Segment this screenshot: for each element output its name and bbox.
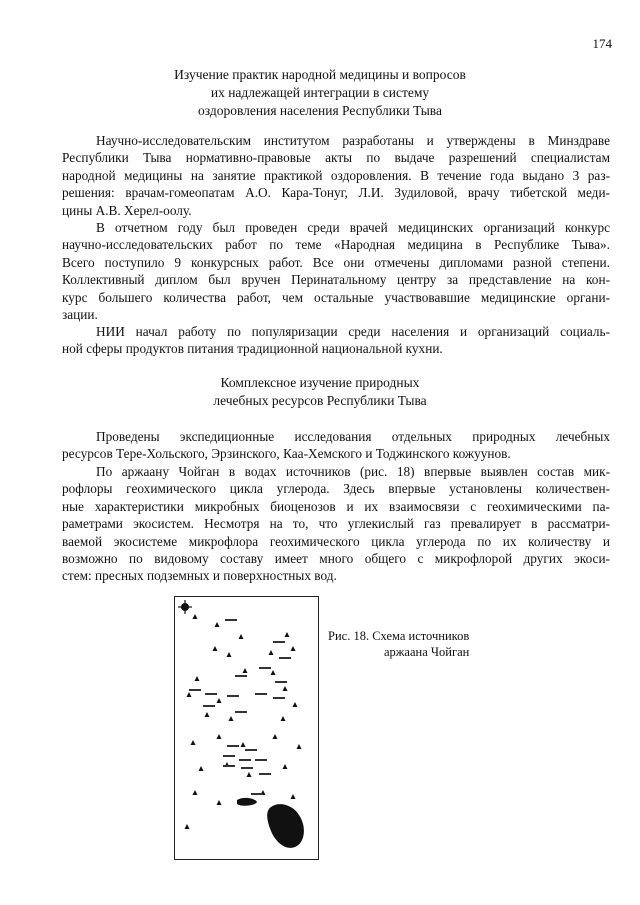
- figure-caption: [328, 628, 469, 660]
- tree-icon: [283, 764, 288, 769]
- paragraph-expeditions: [62, 428, 610, 463]
- text-line: Коллективный диплом был вручен Перинатальному центру за представление на кон-: [62, 272, 610, 288]
- tree-icon: [243, 668, 248, 673]
- tree-icon: [239, 634, 244, 639]
- tree-icon: [195, 676, 200, 681]
- section-title-line: Комплексное изучение природных: [220, 375, 420, 390]
- paragraph-contest: [62, 219, 610, 323]
- spring-label-mark: [227, 695, 239, 697]
- spring-label-mark: [273, 641, 285, 643]
- text-line: Проведены экспедиционные исследования отдельных природных лечебных: [96, 429, 610, 444]
- text-line: Всего поступило 9 конкурсных работ. Все они отмечены дипломами разной степени.: [62, 254, 610, 270]
- tree-icon: [271, 670, 276, 675]
- section-title-line: оздоровления населения Республики Тыва: [198, 103, 442, 118]
- tree-icon: [229, 716, 234, 721]
- section-title-2: [0, 374, 640, 410]
- tree-icon: [185, 824, 190, 829]
- spring-label-mark: [235, 711, 247, 713]
- text-line: раметрами экосистем. Несмотря на то, что углекислый газ превалирует в рассматри-: [62, 516, 610, 532]
- tree-icon: [285, 632, 290, 637]
- tree-icon: [291, 646, 296, 651]
- spring-label-mark: [279, 657, 291, 659]
- text-line: ваемой экосистеме микрофлора геохимического цикла углерода по их количеству и: [62, 533, 610, 549]
- caption-line: аржаана Чойган: [384, 645, 470, 659]
- text-line: зации.: [62, 307, 98, 323]
- springs-map-figure: [174, 596, 319, 860]
- spring-label-mark: [225, 619, 237, 621]
- text-line: В отчетном году был проведен среди врачей медицинских организаций конкурс: [96, 220, 610, 235]
- tree-icon: [273, 734, 278, 739]
- tree-icon: [205, 712, 210, 717]
- spring-label-mark: [241, 767, 253, 769]
- text-line: цины А.В. Херел-оолу.: [62, 202, 192, 218]
- spring-label-mark: [273, 697, 285, 699]
- tree-icon: [215, 622, 220, 627]
- tree-icon: [283, 686, 288, 691]
- tree-icon: [281, 716, 286, 721]
- section-title-line: Изучение практик народной медицины и вопросов: [174, 67, 466, 82]
- paragraph-permits: [62, 132, 610, 219]
- compass-rose-icon: [178, 600, 192, 614]
- tree-icon: [193, 614, 198, 619]
- pond-shape: [237, 798, 257, 806]
- text-line: научно-исследовательских работ по теме «Народная медицина в Республике Тыва».: [62, 237, 610, 253]
- spring-label-mark: [275, 681, 287, 683]
- text-line: ной сферы продуктов питания традиционной национальной кухни.: [62, 341, 443, 357]
- text-line: курс большего количества работ, чем остальные участвовавшие медицинские органи-: [62, 289, 610, 305]
- text-line: возможно по видовому составу имеет много общего с микрофлорой других экоси-: [62, 551, 610, 567]
- tree-icon: [217, 698, 222, 703]
- springs-map: [175, 597, 318, 859]
- tree-icon: [217, 800, 222, 805]
- tree-icon: [247, 772, 252, 777]
- section-title-1: [0, 66, 640, 120]
- tree-icon: [291, 794, 296, 799]
- tree-icon: [193, 790, 198, 795]
- caption-line: Рис. 18. Схема источников: [328, 629, 470, 643]
- spring-label-mark: [251, 793, 263, 795]
- spring-label-mark: [259, 773, 271, 775]
- spring-label-mark: [245, 749, 257, 751]
- tree-icon: [199, 766, 204, 771]
- tree-icon-group: [185, 614, 302, 829]
- section-title-line: лечебных ресурсов Республики Тыва: [213, 393, 427, 408]
- spring-label-mark: [203, 705, 215, 707]
- tree-icon: [227, 652, 232, 657]
- page-number: 174: [592, 36, 612, 51]
- tree-icon: [269, 650, 274, 655]
- spring-label-mark: [205, 693, 217, 695]
- text-line: НИИ начал работу по популяризации среди населения и организаций социаль-: [96, 324, 610, 339]
- spring-label-mark: [223, 765, 235, 767]
- section-title-line: их надлежащей интеграции в систему: [210, 85, 430, 100]
- text-line: народной медицины на занятие практикой оздоровления. В течение года выдано 3 раз-: [62, 167, 610, 183]
- spring-label-mark: [255, 759, 267, 761]
- spring-label-mark: [255, 693, 267, 695]
- text-line: По аржаану Чойган в водах источников (рис. 18) впервые выявлен состав мик-: [96, 464, 610, 479]
- spring-labels: [189, 619, 291, 795]
- lake-shape: [267, 804, 304, 848]
- spring-label-mark: [223, 755, 235, 757]
- text-line: ресурсов Тере-Хольского, Эрзинского, Каа-Хемского и Тоджинского кожуунов.: [62, 446, 511, 462]
- text-line: ные характеристики микробных биоценозов и их взаимосвязи с геохимическими па-: [62, 498, 610, 514]
- paragraph-cuisine: [62, 323, 610, 358]
- spring-label-mark: [227, 745, 239, 747]
- tree-icon: [293, 702, 298, 707]
- tree-icon: [217, 734, 222, 739]
- tree-icon: [297, 744, 302, 749]
- spring-label-mark: [239, 759, 251, 761]
- spring-label-mark: [259, 667, 271, 669]
- text-line: Республики Тыва нормативно-правовые акты по выдаче разрешений специалистам: [62, 150, 610, 166]
- tree-icon: [187, 692, 192, 697]
- spring-label-mark: [189, 689, 201, 691]
- tree-icon: [241, 742, 246, 747]
- text-line: Научно-исследовательским институтом разработаны и утверждены в Минздраве: [96, 133, 610, 148]
- text-line: решения: врачам-гомеопатам А.О. Кара-Тонуг, Л.И. Зудиловой, врачу тибетской меди-: [62, 185, 610, 201]
- text-line: стем: пресных подземных и поверхностных вод.: [62, 568, 337, 584]
- tree-icon: [213, 646, 218, 651]
- tree-icon: [191, 740, 196, 745]
- paragraph-chojgan: [62, 463, 610, 585]
- text-line: рофлоры геохимического цикла углерода. Здесь впервые установлены количествен-: [62, 481, 610, 497]
- spring-label-mark: [235, 675, 247, 677]
